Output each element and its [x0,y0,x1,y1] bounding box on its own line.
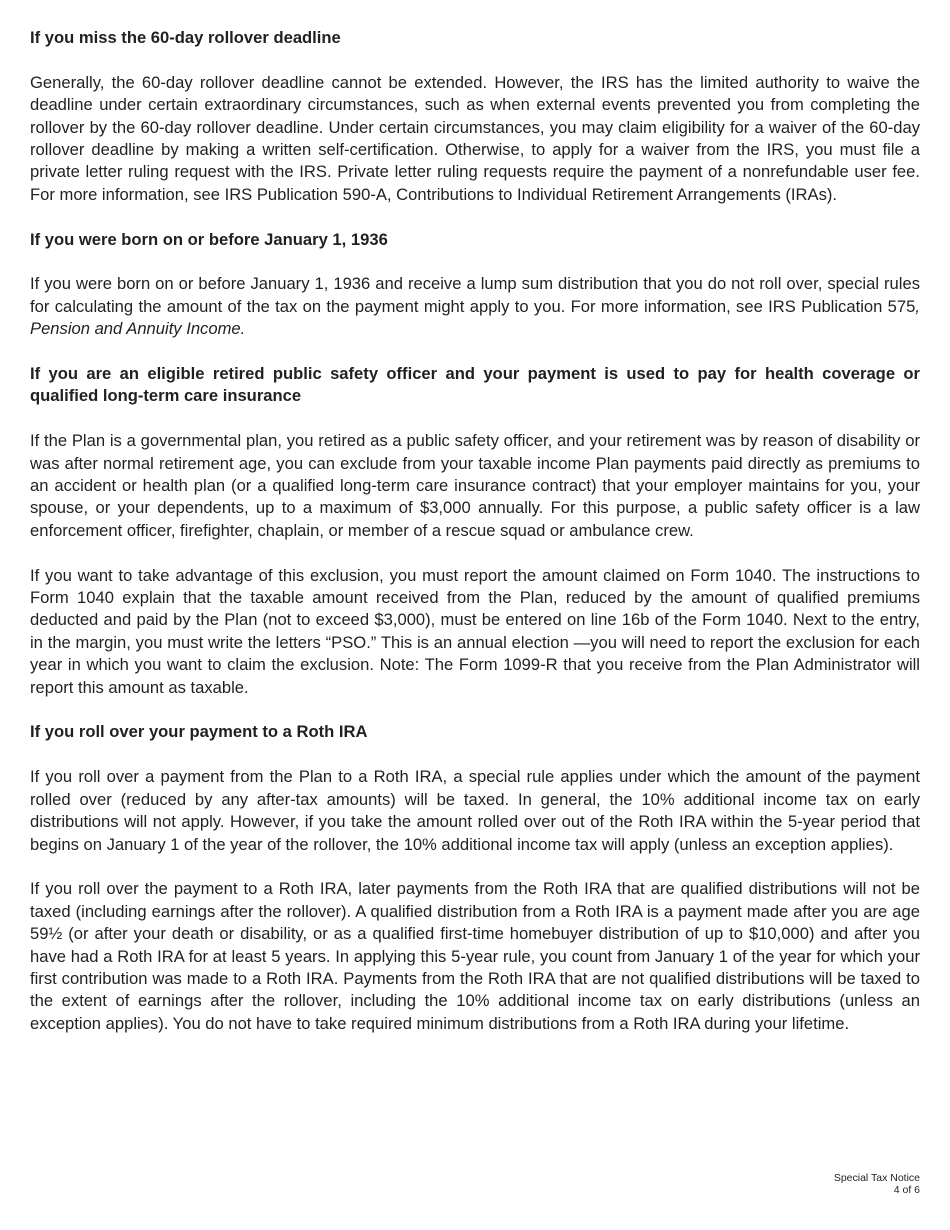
publication-title-italic: , Pension and Annuity Income. [30,296,920,339]
footer-title: Special Tax Notice [833,1172,920,1184]
paragraph-born-before-1936 [30,273,920,340]
section-heading-born-before-1936: If you were born on or before January 1, 1936 [30,229,388,249]
paragraph-public-safety-officer-1: If the Plan is a governmental plan, you retired as a public safety officer, and your retirement was by reason of disability or was after normal retirement age, you can exclude from your taxable income Plan payments paid directly as premiums to an accident or health plan (or a qualified long-term care insurance contract) that your employer maintains for you, your spouse, or your dependents, up to a maximum of $3,000 annually. For this purpose, a public safety officer is a law enforcement officer, firefighter, chaplain, or member of a rescue squad or ambulance crew. [30,431,920,540]
paragraph-public-safety-officer-2: If you want to take advantage of this exclusion, you must report the amount claimed on Form 1040. The instructions to Form 1040 explain that the taxable amount received from the Plan, reduced by the amount of qualified premiums deducted and paid by the Plan (not to exceed $3,000), must be entered on line 16b of the Form 1040. Next to the entry, in the margin, you must write the letters “PSO.” This is an annual election —you will need to report the exclusion for each year in which you want to claim the exclusion. Note: The Form 1099-R that you receive from the Plan Administrator will report this amount as taxable. [30,565,920,697]
section-heading-roth-ira: If you roll over your payment to a Roth IRA [30,722,368,742]
section-heading-60-day-deadline: If you miss the 60-day rollover deadline [30,28,341,47]
section-heading-public-safety-officer: If you are an eligible retired public safety officer and your payment is used to pay for health coverage or qualified long-term care insurance [30,364,920,406]
page-footer [834,1172,920,1196]
paragraph-60-day-deadline: Generally, the 60-day rollover deadline cannot be extended. However, the IRS has the limited authority to waive the deadline under certain extraordinary circumstances, such as when external events prevented you from completing the rollover by the 60-day rollover deadline. Under certain circumstances, you may claim eligibility for a waiver of the 60-day rollover deadline by making a written self-certification. Otherwise, to apply for a waiver from the IRS, you must file a private letter ruling request with the IRS. Private letter ruling requests require the payment of a nonrefundable user fee. For more information, see IRS Publication 590-A, Contributions to Individual Retirement Arrangements (IRAs). [30,72,920,204]
paragraph-roth-ira-1: If you roll over a payment from the Plan to a Roth IRA, a special rule applies under which the amount of the payment rolled over (reduced by any after-tax amounts) will be taxed. In general, the 10% additional income tax on early distributions will not apply. However, if you take the amount rolled over out of the Roth IRA within the 5-year period that begins on January 1 of the year of the rollover, the 10% additional income tax will apply (unless an exception applies). [30,767,920,854]
paragraph-born-before-1936-text: If you were born on or before January 1, 1936 and receive a lump sum distribution that you do not roll over, special rules for calculating the amount of the tax on the payment might apply to you. For more information, see IRS Publication 575 [30,274,920,316]
footer-page-number: 4 of 6 [893,1184,920,1196]
document-page [30,27,920,1035]
paragraph-roth-ira-2: If you roll over the payment to a Roth IRA, later payments from the Roth IRA that are qualified distributions will not be taxed (including earnings after the rollover). A qualified distribution from a Roth IRA is a payment made after you are age 59½ (or after your death or disability, or as a qualified first-time homebuyer distribution of up to $10,000) and after you have had a Roth IRA for at least 5 years. In applying this 5-year rule, you count from January 1 of the year for which your first contribution was made to a Roth IRA. Payments from the Roth IRA that are not qualified distributions will be taxed to the extent of earnings after the rollover, including the 10% additional income tax on early distributions (unless an exception applies). You do not have to take required minimum distributions from a Roth IRA during your lifetime. [30,879,920,1033]
